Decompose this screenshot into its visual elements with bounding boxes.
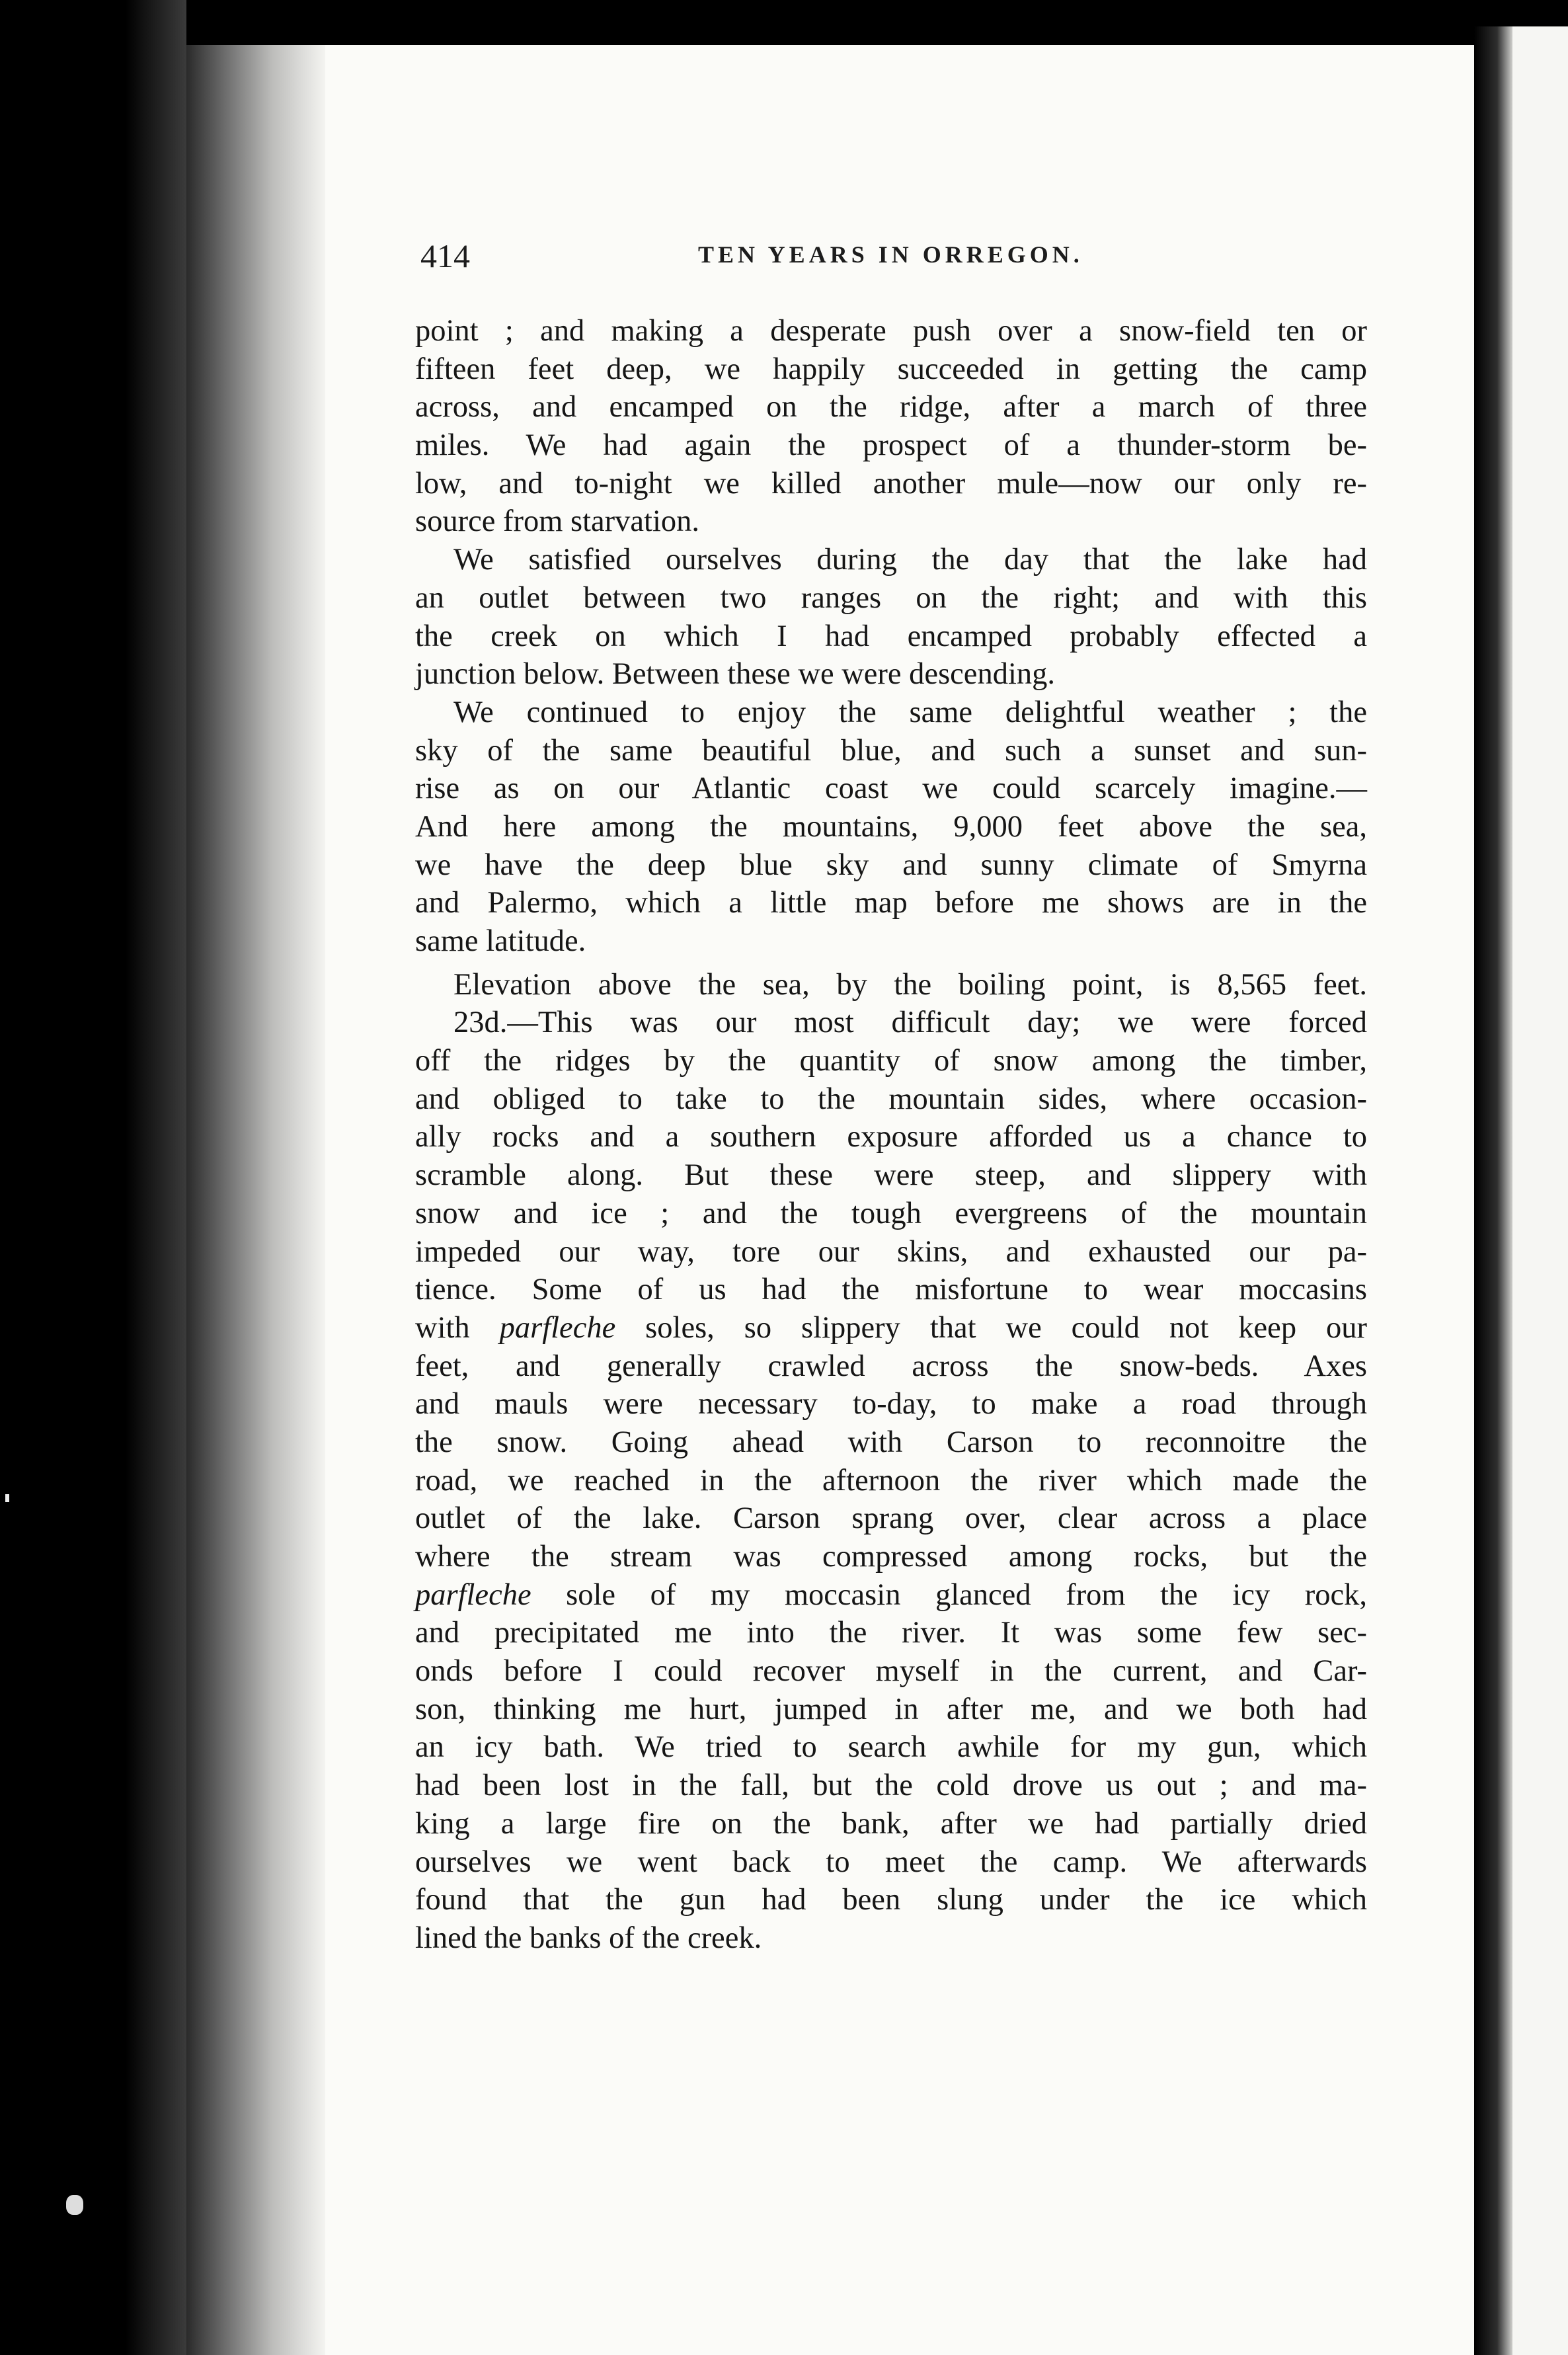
text-line: low, and to-night we killed another mule—now our only re-: [415, 466, 1367, 500]
text-line: with parfleche soles, so slippery that we could not keep our: [415, 1310, 1368, 1345]
text-line: the creek on which I had encamped probably effected a: [415, 619, 1367, 653]
text-line: And here among the mountains, 9,000 feet above the sea,: [415, 809, 1367, 844]
running-title: TEN YEARS IN ORREGON.: [698, 241, 1083, 268]
text-line: fifteen feet deep, we happily succeeded in getting the camp: [415, 352, 1367, 386]
text-line: We continued to enjoy the same delightful weather ; the: [453, 695, 1367, 729]
paragraph: [415, 1004, 1367, 1957]
text-line: sky of the same beautiful blue, and such a sunset and sun-: [415, 733, 1367, 768]
paragraph: [415, 312, 1367, 541]
text-line: king a large fire on the bank, after we had partially dried: [415, 1806, 1367, 1841]
text-line: and obliged to take to the mountain sides, where occasion-: [415, 1082, 1367, 1116]
text-line: same latitude.: [415, 924, 586, 958]
italic-term: parfleche: [415, 1577, 531, 1612]
text-line: We satisfied ourselves during the day that the lake had: [453, 543, 1367, 577]
text-line: point ; and making a desperate push over a snow-field ten or: [415, 314, 1367, 348]
text-line: an icy bath. We tried to search awhile for my gun, which: [415, 1730, 1367, 1765]
text-line: the snow. Going ahead with Carson to reconnoitre the: [415, 1425, 1367, 1459]
scan-speck: [5, 1494, 9, 1502]
text-line: found that the gun had been slung under the ice which: [415, 1883, 1367, 1917]
text-line: scramble along. But these were steep, and slippery with: [415, 1158, 1367, 1193]
text-line: snow and ice ; and the tough evergreens of the mountain: [415, 1196, 1367, 1230]
text-line: onds before I could recover myself in the current, and Car-: [415, 1654, 1367, 1689]
text-line: where the stream was compressed among rocks, but the: [415, 1540, 1367, 1574]
text-line: 23d.—This was our most difficult day; we were forced: [453, 1006, 1367, 1040]
text-line: had been lost in the fall, but the cold drove us out ; and ma-: [415, 1769, 1367, 1803]
text-line: and mauls were necessary to-day, to make a road through: [415, 1387, 1367, 1421]
text-line: we have the deep blue sky and sunny climate of Smyrna: [415, 848, 1367, 882]
text-line: and Palermo, which a little map before me shows are in the: [415, 886, 1367, 920]
text-line: off the ridges by the quantity of snow among the timber,: [415, 1044, 1367, 1078]
page-gutter-shadow: [186, 45, 325, 2355]
text-line: outlet of the lake. Carson sprang over, clear across a place: [415, 1501, 1367, 1536]
text-line: impeded our way, tore our skins, and exhausted our pa-: [415, 1234, 1367, 1269]
text-line: and precipitated me into the river. It was some few sec-: [415, 1616, 1367, 1650]
paragraph: [415, 966, 1367, 1004]
text-line: lined the banks of the creek.: [415, 1921, 762, 1955]
text-line: Elevation above the sea, by the boiling point, is 8,565 feet.: [453, 967, 1367, 1002]
scan-speck: [66, 2195, 83, 2215]
text-line: feet, and generally crawled across the snow-beds. Axes: [415, 1349, 1367, 1383]
text-line: junction below. Between these we were descending.: [415, 657, 1055, 692]
text-line: parfleche sole of my moccasin glanced from the icy rock,: [415, 1577, 1367, 1612]
paragraph: [415, 694, 1367, 961]
text-line: road, we reached in the afternoon the river which made the: [415, 1463, 1367, 1497]
page-header: [420, 237, 1372, 283]
text-line: rise as on our Atlantic coast we could scarcely imagine.—: [415, 772, 1367, 806]
text-line: an outlet between two ranges on the right; and with this: [415, 580, 1367, 615]
page-number: 414: [420, 237, 470, 274]
next-page-shadow: [1474, 26, 1512, 2355]
text-line: source from starvation.: [415, 504, 699, 539]
text-line: ourselves we went back to meet the camp. We afterwards: [415, 1845, 1367, 1879]
text-line: tience. Some of us had the misfortune to wear moccasins: [415, 1273, 1367, 1307]
italic-term: parfleche: [499, 1310, 616, 1345]
paragraph-gap: [415, 961, 1367, 966]
text-line: son, thinking me hurt, jumped in after me, and we both had: [415, 1692, 1367, 1726]
text-line: ally rocks and a southern exposure afforded us a chance to: [415, 1120, 1367, 1154]
body-text: [415, 312, 1367, 1958]
paragraph: [415, 541, 1367, 694]
text-line: miles. We had again the prospect of a thunder-storm be-: [415, 428, 1367, 463]
book-spine-edge: [126, 0, 186, 2355]
text-line: across, and encamped on the ridge, after a march of three: [415, 390, 1367, 424]
